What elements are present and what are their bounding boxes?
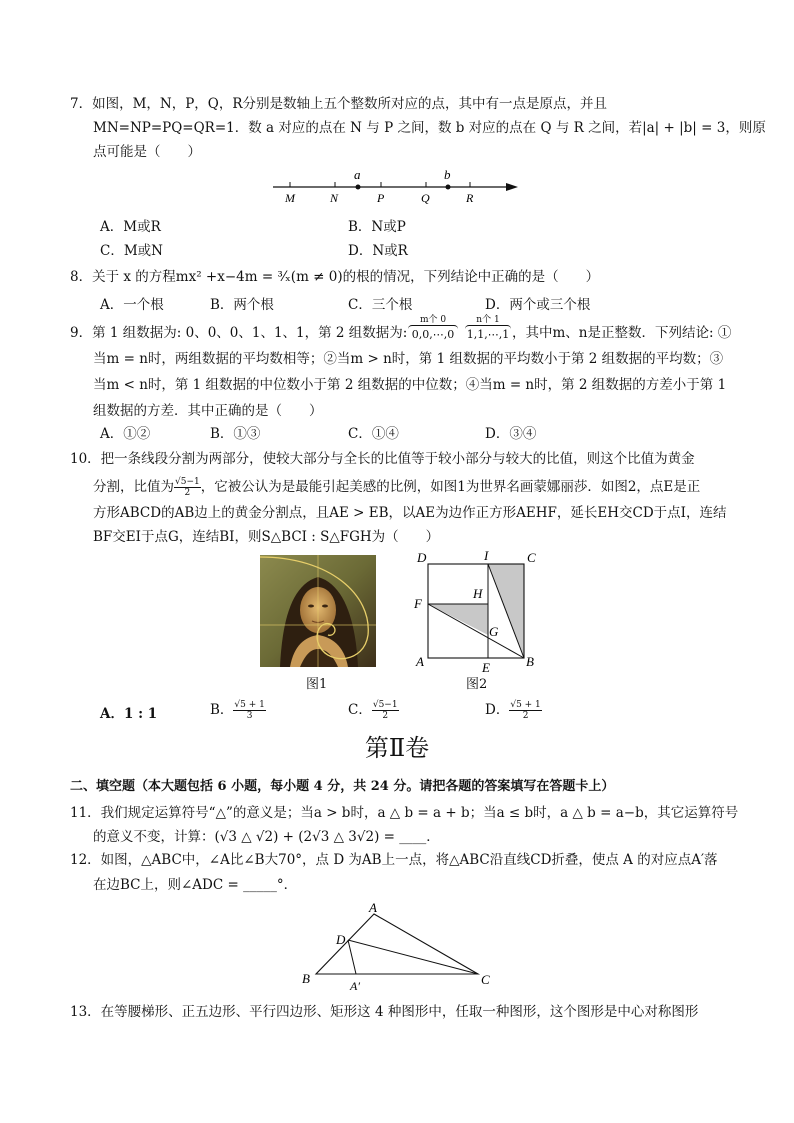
q10-line3: 方形ABCD的AB边上的黄金分割点，且AE > EB，以AE为边作正方形AEHF，延长EH交CD于点I，连结 (93, 505, 727, 521)
q9-line3: 当m < n时，第 1 组数据的中位数小于第 2 组数据的中位数；④当m = n时，第 2 组数据的方差小于第 1 (93, 377, 727, 393)
q12-line1: 12．如图，△ABC中，∠A比∠B大70°，点 D 为AB上一点，将△ABC沿直线CD折叠，使点 A 的对应点A′落 (70, 852, 718, 868)
fig3-label-A-prime: A′ (350, 979, 360, 992)
q8-option-a: A．一个根 (100, 297, 164, 313)
q8-option-b: B．两个根 (210, 297, 274, 313)
q8-option-c: C．三个根 (348, 297, 413, 313)
q9-brace2-top: n个 1 (476, 315, 500, 325)
label-Q: Q (421, 191, 430, 205)
label-P: P (377, 191, 385, 205)
q7-line2: MN=NP=PQ=QR=1．数 a 对应的点在 N 与 P 之间，数 b 对应的点在 Q 与 R 之间，若|a| + |b| = 3，则原 (93, 120, 766, 136)
q9-brace1-bottom: 0,0,⋯,0 (411, 328, 455, 341)
q10-option-a: A．1 : 1 (100, 706, 158, 722)
q10-option-b-fraction (233, 700, 265, 721)
q12-line2: 在边BC上，则∠ADC = _____°． (93, 877, 298, 893)
q10-option-b (210, 700, 266, 721)
q10-option-b-den: 3 (246, 711, 253, 721)
point-a (356, 185, 361, 190)
fig2-label-G: G (489, 624, 499, 639)
q7-line1: 7．如图，M，N，P，Q，R分别是数轴上五个整数所对应的点，其中有一点是原点，并且 (70, 96, 608, 112)
q11-line2: 的意义不变，计算：(√3 △ √2) + (2√3 △ 3√2) = ____． (93, 829, 440, 845)
golden-ratio-den: 2 (184, 488, 191, 498)
triangle-fold-figure (296, 900, 506, 992)
q10-option-c-fraction (372, 700, 399, 721)
q9-brace-group-2 (465, 315, 511, 341)
q9-line2: 当m = n时，两组数据的平均数相等；②当m > n时，第 1 组数据的平均数小于第 2 组数据的平均数；③ (93, 351, 724, 367)
q11-line1: 11．我们规定运算符号“△”的意义是；当a > b时，a △ b = a + b；当a ≤ b时，a △ b = a−b，其它运算符号 (70, 805, 739, 821)
q10-option-d-den: 2 (522, 711, 529, 721)
fig2-label-H: H (473, 586, 483, 601)
q9-option-a: A．①② (100, 426, 151, 442)
fig3-label-A: A (369, 900, 377, 915)
q10-line1: 10．把一条线段分割为两部分，使较大部分与全长的比值等于较小部分与较大的比值，则这个比值为黄金 (70, 451, 695, 467)
q10-option-b-label: B． (210, 702, 234, 718)
fig1-caption: 图1 (306, 677, 328, 692)
label-M: M (285, 191, 295, 205)
fig3-label-B: B (302, 971, 310, 986)
label-a: a (354, 167, 361, 182)
q9-option-b: B．①③ (210, 426, 261, 442)
fig3-label-C: C (481, 972, 490, 987)
fig2-label-B: B (526, 654, 534, 669)
q7-line3: 点可能是（ ） (93, 144, 201, 160)
golden-ratio-num: √5−1 (175, 477, 200, 487)
q10-line4: BF交EI于点G，连结BI，则S△BCI : S△FGH为（ ） (93, 529, 440, 545)
fig2-label-I: I (484, 548, 489, 563)
q9-option-d: D．③④ (485, 426, 537, 442)
fig2-label-C: C (527, 550, 536, 565)
fig2-caption: 图2 (466, 677, 488, 692)
q10-option-d (485, 700, 542, 721)
q13-line1: 13．在等腰梯形、正五边形、平行四边形、矩形这 4 种图形中，任取一种图形，这个图形是中心对称图形 (70, 1004, 699, 1020)
q10-option-d-label: D． (485, 702, 510, 718)
q10-option-c-den: 2 (382, 711, 389, 721)
q9-brace-group-1 (408, 315, 458, 341)
number-line-figure (270, 166, 530, 206)
q10-line2-part2: ，它被公认为是最能引起美感的比例，如图1为世界名画蒙娜丽莎．如图2，点E是正 (200, 479, 701, 495)
q9-brace1-top: m个 0 (419, 315, 447, 325)
q9-line1-part1: 9．第 1 组数据为: 0、0、0、1、1、1，第 2 组数据为: (70, 325, 408, 341)
q7-option-a: A．M或R (100, 219, 161, 235)
q7-option-b: B．N或P (348, 219, 406, 235)
golden-square-figure (410, 548, 550, 678)
fig2-label-A: A (416, 654, 424, 669)
section2-heading: 二、填空题（本大题包括 6 小题，每小题 4 分，共 24 分。请把各题的答案填写在答题卡上） (70, 779, 615, 794)
label-R: R (466, 191, 474, 205)
q10-line2-part1: 分割，比值为 (93, 479, 174, 495)
point-b (446, 185, 451, 190)
q10-option-c (348, 700, 399, 721)
golden-ratio-fraction (174, 477, 201, 498)
q10-option-b-num: √5 + 1 (234, 700, 265, 710)
label-N: N (330, 191, 339, 205)
q7-option-d: D．N或R (348, 243, 408, 259)
q9-line1-part2: ，其中m、n是正整数．下列结论: ① (512, 325, 732, 341)
q9-brace2-bottom: 1,1,⋯,1 (466, 328, 510, 341)
q10-option-c-num: √5−1 (372, 700, 398, 710)
mona-lisa-figure (260, 555, 376, 667)
q8-option-d: D．两个或三个根 (485, 297, 591, 313)
q8-line1: 8．关于 x 的方程mx² +x−4m = ³⁄ₓ(m ≠ 0)的根的情况，下列结论中正确的是（ ） (70, 269, 600, 285)
fig2-label-E: E (482, 660, 490, 675)
q9-line4: 组数据的方差．其中正确的是（ ） (93, 403, 323, 419)
label-b: b (444, 167, 451, 182)
q7-option-c: C．M或N (100, 243, 163, 259)
fig2-label-D: D (417, 550, 427, 565)
q9-option-c: C．①④ (348, 426, 399, 442)
fig3-label-D: D (336, 932, 346, 947)
fig2-label-F: F (414, 596, 422, 611)
section-title: 第Ⅱ卷 (364, 734, 430, 762)
q10-option-d-num: √5 + 1 (510, 700, 541, 710)
q10-option-d-fraction (509, 700, 541, 721)
q10-option-c-label: C． (348, 702, 372, 718)
q10-line2 (93, 477, 700, 498)
